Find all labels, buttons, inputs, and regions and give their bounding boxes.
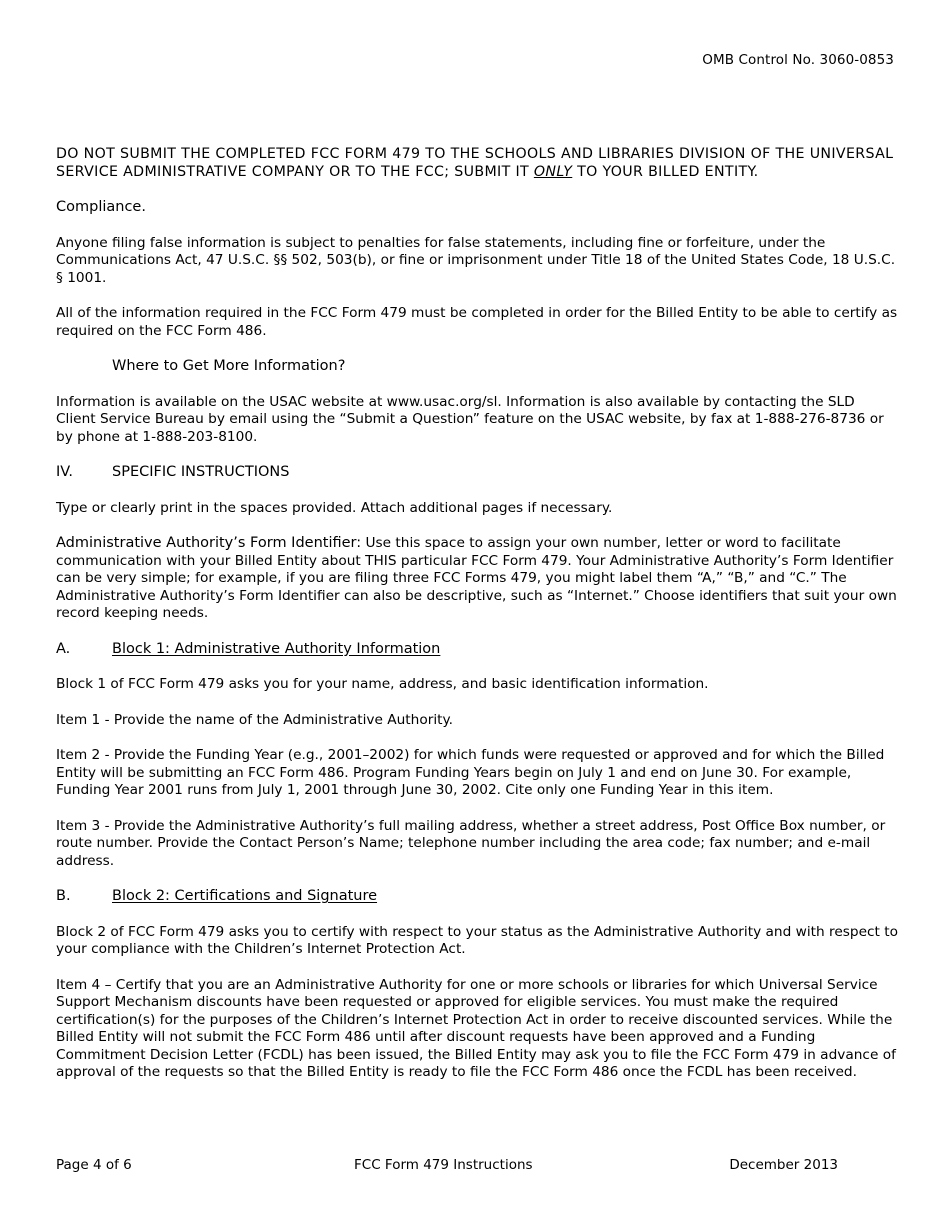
notice-only-emphasis: ONLY xyxy=(533,163,573,180)
section-iv-number: IV. xyxy=(56,464,73,480)
item-4-paragraph: Item 4 – Certify that you are an Administrative Authority for one or more schools or libraries for which Universal Service Support Mechanism discounts have been requested or approved for eligible services. You must make the required certification(s) for the purposes of the Children’s Internet Protection Act in order to receive discounted services. While the Billed Entity will not submit the FCC Form 486 until after discount requests have been approved and a Funding Commitment Decision Letter (FCDL) has been issued, the Billed Entity may ask you to file the FCC Form 479 in advance of approval of the requests so that the Billed Entity is ready to file the FCC Form 486 once the FCDL has been received. xyxy=(56,976,896,1080)
more-info-paragraph: Information is available on the USAC website at www.usac.org/sl. Information is also available by contacting the SLD Client Service Bureau by email using the “Submit a Question” feature on the USAC website, by fax at 1-888-276-8736 or by phone at 1-888-203-8100. xyxy=(56,393,884,445)
notice-text-start: DO NOT SUBMIT THE COMPLETED FCC FORM 479 TO THE SCHOOLS AND LIBRARIES DIVISION OF THE UNIVERSAL SERVICE ADMINISTRATIVE COMPANY OR TO THE FCC; SUBMIT IT xyxy=(56,146,894,180)
item-2-paragraph: Item 2 - Provide the Funding Year (e.g., 2001–2002) for which funds were requested or approved and for which the Billed Entity will be submitting an FCC Form 486. Program Funding Years begin on July 1 and end on June 30. For example, Funding Year 2001 runs from July 1, 2001 through June 30, 2002. Cite only one Funding Year in this item. xyxy=(56,747,885,798)
compliance-heading: Compliance. xyxy=(56,199,146,215)
block-1-title: Block 1: Administrative Authority Information xyxy=(112,640,441,657)
compliance-certify-paragraph: All of the information required in the FCC Form 479 must be completed in order for the Billed Entity to be able to certify as required on the FCC Form 486. xyxy=(56,305,898,339)
section-iv-title: SPECIFIC INSTRUCTIONS xyxy=(112,464,290,480)
block-1-heading xyxy=(56,641,898,659)
compliance-penalties-paragraph: Anyone filing false information is subject to penalties for false statements, including fine or forfeiture, under the Communications Act, 47 U.S.C. §§ 502, 503(b), or fine or imprisonment under Title 18 of the United States Code, 18 U.S.C. § 1001. xyxy=(56,234,896,286)
block-1-intro-paragraph: Block 1 of FCC Form 479 asks you for your name, address, and basic identification information. xyxy=(56,676,709,692)
submission-notice xyxy=(56,146,898,181)
form-identifier-paragraph xyxy=(56,535,898,623)
more-info-heading: Where to Get More Information? xyxy=(112,358,346,374)
block-2-letter: B. xyxy=(56,888,71,904)
page-number: Page 4 of 6 xyxy=(56,1157,132,1173)
block-2-intro-paragraph: Block 2 of FCC Form 479 asks you to certify with respect to your status as the Administrative Authority and with respect to your compliance with the Children’s Internet Protection Act. xyxy=(56,923,898,957)
footer-document-title: FCC Form 479 Instructions xyxy=(354,1157,533,1173)
form-identifier-text: Use this space to assign your own number, letter or word to facilitate communication with your Billed Entity about THIS particular FCC Form 479. Your Administrative Authority’s Form Identifier can be very simple; for example, if you are filing three FCC Forms 479, you might label them “A,” “B,” and “C.” The Administrative Authority’s Form Identifier can also be descriptive, such as “Internet.” Choose identifiers that suit your own record keeping needs. xyxy=(56,535,897,621)
block-2-heading xyxy=(56,888,898,906)
omb-control-number: OMB Control No. 3060-0853 xyxy=(702,52,894,68)
footer-date: December 2013 xyxy=(729,1157,838,1173)
form-identifier-lead: Administrative Authority’s Form Identifier: xyxy=(56,535,362,551)
type-or-print-paragraph: Type or clearly print in the spaces provided. Attach additional pages if necessary. xyxy=(56,499,613,516)
block-1-letter: A. xyxy=(56,640,71,657)
notice-text-end: TO YOUR BILLED ENTITY. xyxy=(572,163,759,180)
item-1-paragraph: Item 1 - Provide the name of the Administrative Authority. xyxy=(56,711,454,728)
block-2-title: Block 2: Certifications and Signature xyxy=(112,888,378,904)
document-body xyxy=(56,146,898,1100)
item-3-paragraph: Item 3 - Provide the Administrative Authority’s full mailing address, whether a street address, Post Office Box number, or route number. Provide the Contact Person’s Name; telephone number including the area code; fax number; and e-mail address. xyxy=(56,817,886,869)
section-iv-heading xyxy=(56,464,898,482)
